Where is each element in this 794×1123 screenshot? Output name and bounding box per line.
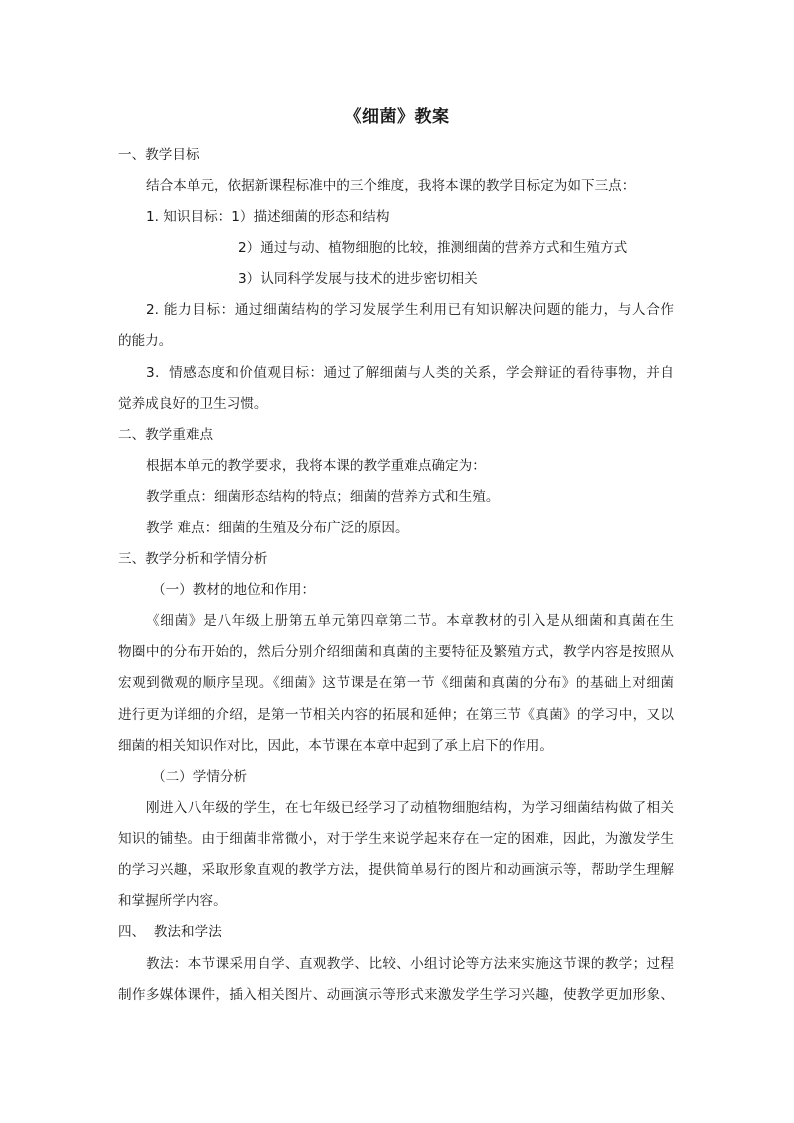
textbook-paragraph-line: 宏观到微观的顺序呈现。《细菌》这节课是在第一节《细菌和真菌的分布》的基础上对细菌: [118, 675, 674, 691]
student-analysis-line: 知识的铺垫。由于细菌非常微小，对于学生来说学起来存在一定的困难，因此，为激发学生: [118, 831, 674, 847]
textbook-paragraph-line: 进行更为详细的介绍，是第一节相关内容的拓展和延伸；在第三节《真菌》的学习中，又以: [118, 707, 674, 723]
knowledge-objective-3: 3）认同科学发展与技术的进步密切相关: [238, 271, 478, 287]
emotion-objective-line1: 3．情感态度和价值观目标：通过了解细菌与人类的关系，学会辩证的看待事物，并自: [146, 365, 674, 381]
section-heading-key-points: 二、教学重难点: [118, 427, 214, 443]
methods-paragraph-line: 教法：本节课采用自学、直观教学、比较、小组讨论等方法来实施这节课的教学；过程: [146, 956, 674, 972]
student-analysis-line: 的学习兴趣，采取形象直观的教学方法，提供简单易行的图片和动画演示等，帮助学生理解: [118, 862, 674, 878]
ability-objective-line2: 的能力。: [118, 333, 173, 349]
section-heading-analysis: 三、教学分析和学情分析: [118, 551, 268, 567]
subheading-textbook-role: （一）教材的地位和作用：: [152, 582, 316, 598]
ability-objective-line1: 2. 能力目标：通过细菌结构的学习发展学生利用已有知识解决问题的能力，与人合作: [146, 302, 674, 318]
student-analysis-line: 和掌握所学内容。: [118, 893, 227, 909]
key-points-intro: 根据本单元的教学要求，我将本课的教学重难点确定为：: [146, 458, 486, 474]
objectives-intro: 结合本单元，依据新课程标准中的三个维度，我将本课的教学目标定为如下三点：: [146, 178, 636, 194]
knowledge-objective-1: 1. 知识目标：1）描述细菌的形态和结构: [146, 209, 390, 225]
teaching-difficult-point: 教学 难点：细菌的生殖及分布广泛的原因。: [146, 520, 409, 536]
document-title: 《细菌》教案: [344, 107, 450, 127]
teaching-key-point: 教学重点：细菌形态结构的特点；细菌的营养方式和生殖。: [146, 489, 500, 505]
emotion-objective-line2: 觉养成良好的卫生习惯。: [118, 396, 268, 412]
methods-paragraph-line: 制作多媒体课件，插入相关图片、动画演示等形式来激发学生学习兴趣，使教学更加形象、: [118, 987, 674, 1003]
section-heading-objectives: 一、教学目标: [118, 147, 200, 163]
textbook-paragraph-line: 细菌的相关知识作对比，因此，本节课在本章中起到了承上启下的作用。: [118, 738, 553, 754]
section-heading-methods: 四、 教法和学法: [118, 924, 222, 940]
textbook-paragraph-line: 《细菌》是八年级上册第五单元第四章第二节。本章教材的引入是从细菌和真菌在生: [146, 613, 674, 629]
knowledge-objective-2: 2）通过与动、植物细胞的比较，推测细菌的营养方式和生殖方式: [238, 240, 628, 256]
textbook-paragraph-line: 物圈中的分布开始的，然后分别介绍细菌和真菌的主要特征及繁殖方式，教学内容是按照从: [118, 644, 674, 660]
student-analysis-line: 刚进入八年级的学生，在七年级已经学习了动植物细胞结构，为学习细菌结构做了相关: [146, 800, 674, 816]
subheading-student-analysis: （二）学情分析: [152, 769, 248, 785]
